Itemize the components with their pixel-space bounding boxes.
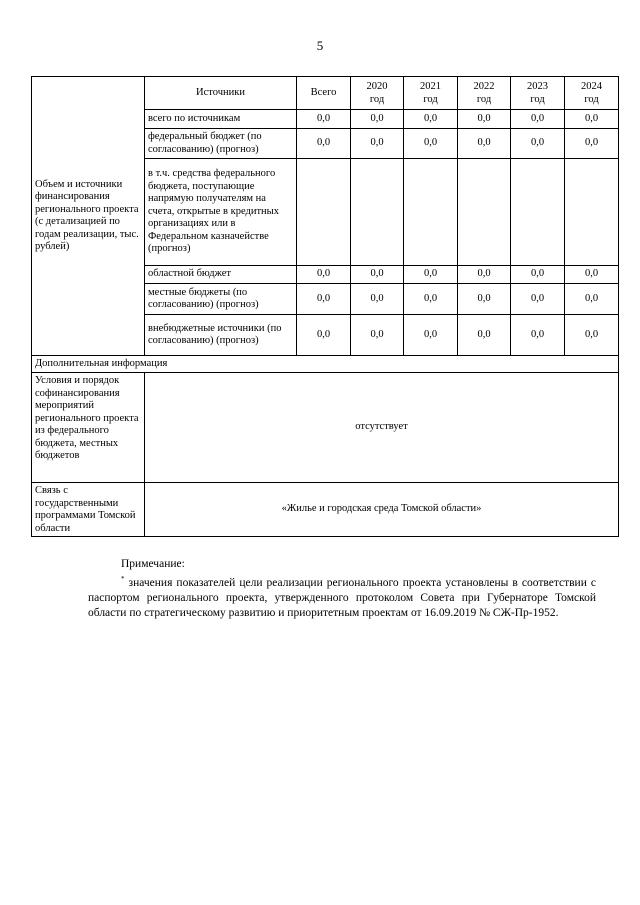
value-cell: 0,0 [511, 284, 565, 315]
source-cell: внебюджетные источники (по согласованию) (прогноз) [145, 315, 297, 356]
value-cell: 0,0 [565, 315, 619, 356]
value-cell: 0,0 [511, 110, 565, 129]
value-cell: 0,0 [565, 284, 619, 315]
value-cell: 0,0 [351, 129, 404, 159]
value-cell: 0,0 [565, 129, 619, 159]
value-cell: 0,0 [404, 315, 458, 356]
value-cell: 0,0 [565, 110, 619, 129]
value-cell: 0,0 [458, 129, 511, 159]
cofinancing-value: отсутствует [145, 373, 619, 483]
value-cell [351, 159, 404, 266]
finance-table-body [32, 77, 619, 537]
additional-info-heading: Дополнительная информация [32, 356, 619, 373]
additional-info-row [32, 356, 619, 373]
source-cell: в т.ч. средства федерального бюджета, поступающие напрямую получателям на счета, открытые в кредитных организациях или в Федеральном казначействе (прогноз) [145, 159, 297, 266]
value-cell: 0,0 [458, 315, 511, 356]
value-cell: 0,0 [351, 110, 404, 129]
note-title: Примечание: [121, 558, 185, 570]
value-cell: 0,0 [404, 110, 458, 129]
value-cell: 0,0 [297, 110, 351, 129]
header-year: 2023 год [511, 77, 565, 110]
header-source: Источники [145, 77, 297, 110]
header-year: 2024 год [565, 77, 619, 110]
note-text: * значения показателей цели реализации регионального проекта установлены в соответствии с паспортом регионального проекта, утвержденного протоколом Совета при Губернаторе Томской области по стратегическому развитию и приоритетным проектам от 16.09.2019 № СЖ-Пр-1952. [88, 575, 597, 619]
value-cell [511, 159, 565, 266]
value-cell: 0,0 [458, 266, 511, 284]
header-year: 2022 год [458, 77, 511, 110]
note-block [88, 557, 596, 621]
page-number: 5 [316, 38, 324, 53]
value-cell: 0,0 [297, 129, 351, 159]
header-year: 2020 год [351, 77, 404, 110]
value-cell: 0,0 [511, 315, 565, 356]
source-cell: областной бюджет [145, 266, 297, 284]
value-cell: 0,0 [511, 129, 565, 159]
finance-header-row [32, 77, 619, 110]
value-cell: 0,0 [565, 266, 619, 284]
value-cell: 0,0 [404, 284, 458, 315]
value-cell: 0,0 [351, 266, 404, 284]
source-cell: федеральный бюджет (по согласованию) (прогноз) [145, 129, 297, 159]
value-cell [565, 159, 619, 266]
value-cell: 0,0 [404, 129, 458, 159]
value-cell: 0,0 [404, 266, 458, 284]
header-total: Всего [297, 77, 351, 110]
value-cell: 0,0 [511, 266, 565, 284]
finance-row-label: Объем и источники финансирования регионального проекта (с детализацией по годам реализации, тыс. рублей) [32, 77, 145, 356]
value-cell [404, 159, 458, 266]
source-cell: всего по источникам [145, 110, 297, 129]
note-marker: * [121, 575, 125, 583]
cofinancing-row [32, 373, 619, 483]
value-cell: 0,0 [458, 110, 511, 129]
value-cell: 0,0 [297, 315, 351, 356]
value-cell [297, 159, 351, 266]
header-year: 2021 год [404, 77, 458, 110]
value-cell: 0,0 [351, 284, 404, 315]
passport-table [31, 76, 619, 537]
value-cell: 0,0 [458, 284, 511, 315]
state-programs-label: Связь с государственными программами Томской области [32, 483, 145, 537]
value-cell: 0,0 [297, 284, 351, 315]
state-programs-value: «Жилье и городская среда Томской области» [145, 483, 619, 537]
value-cell [458, 159, 511, 266]
state-programs-row [32, 483, 619, 537]
source-cell: местные бюджеты (по согласованию) (прогноз) [145, 284, 297, 315]
cofinancing-label: Условия и порядок софинансирования мероприятий регионального проекта из федерального бюджета, местных бюджетов [32, 373, 145, 483]
value-cell: 0,0 [297, 266, 351, 284]
value-cell: 0,0 [351, 315, 404, 356]
